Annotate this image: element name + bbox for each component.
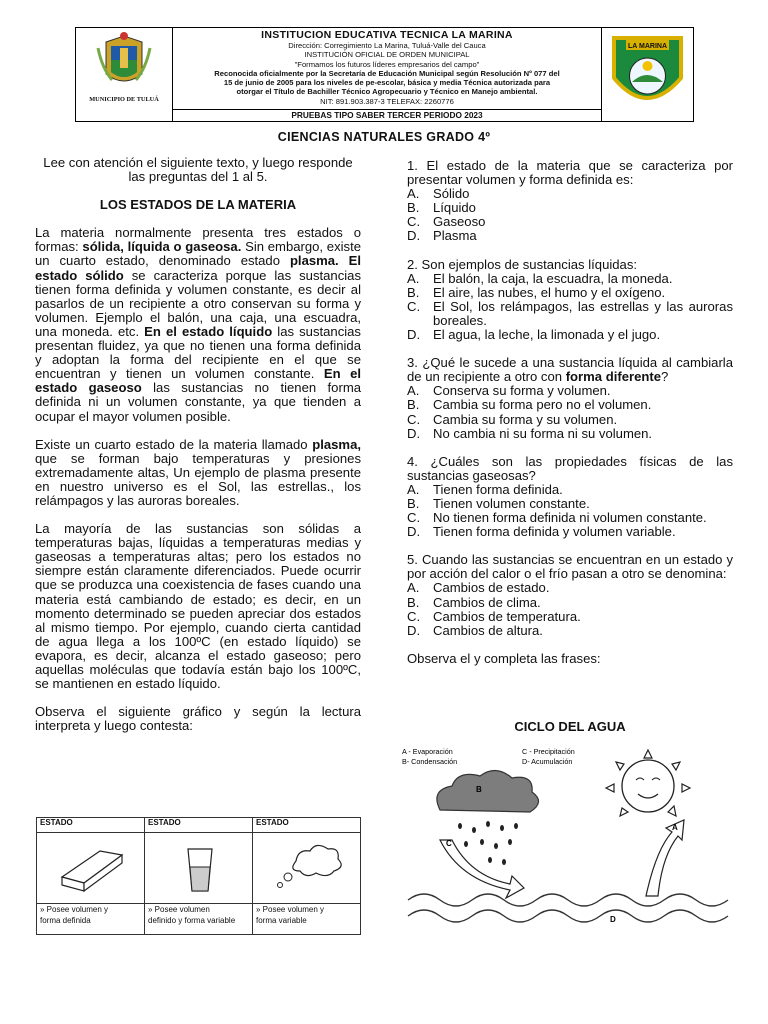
question-2: [407, 258, 733, 343]
option[interactable]: C. Cambios de temperatura.: [407, 608, 581, 624]
legend-accumulation: D- Acumulación: [522, 757, 573, 766]
svg-text:LA MARINA: LA MARINA: [627, 43, 668, 50]
state-header: ESTADO: [37, 818, 145, 833]
question-stem: 2. Son ejemplos de sustancias líquidas:: [407, 256, 638, 272]
state-description: » Posee volumen definido y forma variable: [145, 904, 253, 935]
legend-evaporation: A - Evaporación: [402, 747, 453, 756]
paragraph-phases: La mayoría de las sustancias son sólidas a temperaturas bajas, líquidas a temperaturas medias y gaseosas a temperaturas altas; pero los estados no siempre están claramente diferenciados. Puede ocurrir que se produzca una coexistencia de fases cuando una materia está cambiando de estado; es decir, en un momento determinado se pueden apreciar dos estados al mismo tiempo. Por ejemplo, cuando cierta cantidad de agua llega a los 100ºC (en estado líquido) se evapora, es decir, alcanza el estado gaseoso; pero aquellas moléculas que todavía están bajo los 100ºC, se mantienen en estado líquido.: [35, 521, 361, 692]
institution-name: INSTITUCION EDUCATIVA TECNICA LA MARINA: [261, 29, 513, 41]
option[interactable]: A. Tienen forma definida.: [407, 481, 563, 497]
municipality-crest: [76, 28, 173, 121]
brick-icon: [40, 833, 140, 899]
evaporation-arrow-icon: [646, 820, 684, 896]
option[interactable]: D. Tienen forma definida y volumen variable.: [407, 524, 676, 540]
paragraph-states: La materia normalmente presenta tres estados o formas: sólida, líquida o gaseosa. Sin embargo, existe un cuarto estado, denominado estado plasma. El estado sólido se caracteriza porque las sustancias tienen forma definida y volumen constante, es decir al pasarlos de un recipiente a otro conservan su forma y volumen. Ejemplo el balón, una caja, una escuadra, una moneda. etc. En el estado líquido las sustancias presentan fluidez, ya que no tienen una forma definida y adoptan la forma del recipiente en el que se encuentran y tienen un volumen constante. En el estado gaseoso las sustancias no tienen forma definida ni un volumen constante, ya que tienden a ocupar el mayor volumen posible.: [35, 225, 362, 424]
observe-instruction: Observa el y completa las frases:: [407, 650, 601, 666]
svg-text:A: A: [672, 823, 678, 832]
state-description: » Posee volumen y forma variable: [253, 904, 361, 935]
accumulation-label: D: [610, 915, 616, 924]
option[interactable]: C. El Sol, los relámpagos, las estrellas y las auroras boreales.: [407, 298, 733, 328]
option[interactable]: D. Plasma: [407, 228, 477, 244]
option[interactable]: C. No tienen forma definida ni volumen constante.: [407, 510, 707, 526]
header-box: [75, 27, 694, 122]
school-logo: [601, 28, 693, 121]
water-cycle-diagram: [400, 740, 740, 940]
question-4: [407, 455, 733, 540]
state-header: ESTADO: [253, 818, 361, 833]
question-1: [407, 159, 733, 244]
cloud-icon: [256, 833, 356, 899]
svg-text:B: B: [476, 785, 482, 794]
state-header: ESTADO: [145, 818, 253, 833]
header-line: 15 de junio de 2005 para los niveles de pe-escolar, básica y media Técnica autorizada para: [223, 78, 551, 88]
sun-icon: [606, 750, 690, 816]
states-table: [36, 817, 361, 935]
option[interactable]: A. El balón, la caja, la escuadra, la moneda.: [407, 270, 673, 286]
header-text: [173, 28, 601, 121]
header-line: Dirección: Corregimiento La Marina, Tuluá-Valle del Cauca: [288, 41, 486, 50]
option[interactable]: C. Gaseoso: [407, 214, 486, 230]
legend-condensation: B- Condensación: [402, 757, 458, 766]
question-stem: 5. Cuando las sustancias se encuentran en un estado y por acción del calor o el frío pasan a otro se denomina:: [407, 552, 733, 582]
exam-period: PRUEBAS TIPO SABER TERCER PERIODO 2023: [173, 109, 601, 121]
instructions: Lee con atención el siguiente texto, y luego responde las preguntas del 1 al 5.: [43, 155, 353, 185]
water-waves-icon: [408, 894, 728, 922]
header-line: Reconocida oficialmente por la Secretaría de Educación Municipal según Resolución Nº 077 del: [214, 68, 560, 78]
questions-column: [407, 159, 733, 666]
option[interactable]: D. No cambia ni su forma ni su volumen.: [407, 425, 653, 441]
header-line: "Formamos los futuros líderes empresarios del campo": [294, 59, 480, 69]
option[interactable]: B. Cambios de clima.: [407, 594, 541, 610]
paragraph-plasma: Existe un cuarto estado de la materia llamado plasma, que se forman bajo temperaturas y presiones extremadamente altas, Un ejemplo de plasma presente en nuestro universo es el Sol, las estrellas., los relámpagos y las auroras boreales.: [35, 436, 361, 508]
option[interactable]: B. Líquido: [407, 200, 476, 216]
option[interactable]: B. Tienen volumen constante.: [407, 495, 590, 511]
precipitation-arrow-icon: [440, 839, 524, 898]
option[interactable]: B. Cambia su forma pero no el volumen.: [407, 397, 652, 413]
option[interactable]: A. Sólido: [407, 186, 470, 202]
gas-image: [253, 833, 361, 904]
header-line: NIT: 891.903.387-3 TELEFAX: 2260776: [320, 96, 454, 106]
glass-icon: [148, 833, 248, 899]
subject-title: CIENCIAS NATURALES GRADO 4º: [277, 130, 491, 144]
legend-precipitation: C - Precipitación: [522, 747, 575, 756]
header-line: INSTITUCIÓN OFICIAL DE ORDEN MUNICIPAL: [304, 50, 470, 60]
option[interactable]: D. El agua, la leche, la limonada y el jugo.: [407, 327, 661, 343]
water-cycle-title: CICLO DEL AGUA: [514, 719, 626, 734]
liquid-image: [145, 833, 253, 904]
school-shield-icon: [602, 28, 693, 121]
option[interactable]: A. Conserva su forma y volumen.: [407, 383, 611, 399]
question-stem: 3. ¿Qué le sucede a una sustancia líquida al cambiarla de un recipiente a otro con forma diferente?: [407, 355, 733, 385]
question-3: [407, 356, 733, 441]
question-5: [407, 553, 733, 638]
option[interactable]: C. Cambia su forma y su volumen.: [407, 411, 618, 427]
reading-title: LOS ESTADOS DE LA MATERIA: [99, 197, 297, 213]
solid-image: [37, 833, 145, 904]
crest-icon: [76, 28, 172, 98]
state-description: » Posee volumen y forma definida: [37, 904, 145, 935]
municipality-label: MUNICIPIO DE TULUÁ: [89, 96, 159, 103]
question-stem: 4. ¿Cuáles son las propiedades físicas de las sustancias gaseosas?: [407, 453, 733, 483]
option[interactable]: A. Cambios de estado.: [407, 580, 550, 596]
header-line: otorgar el Título de Bachiller Técnico Agropecuario y Técnico en Manejo ambiental.: [236, 87, 538, 97]
paragraph-observe: Observa el siguiente gráfico y según la lectura interpreta y luego contesta:: [35, 704, 361, 734]
svg-text:C: C: [446, 839, 452, 848]
question-stem: 1. El estado de la materia que se caracteriza por presentar volumen y forma definida es:: [407, 158, 733, 188]
option[interactable]: B. El aire, las nubes, el humo y el oxígeno.: [407, 284, 666, 300]
option[interactable]: D. Cambios de altura.: [407, 622, 543, 638]
reading-column: [35, 156, 361, 733]
